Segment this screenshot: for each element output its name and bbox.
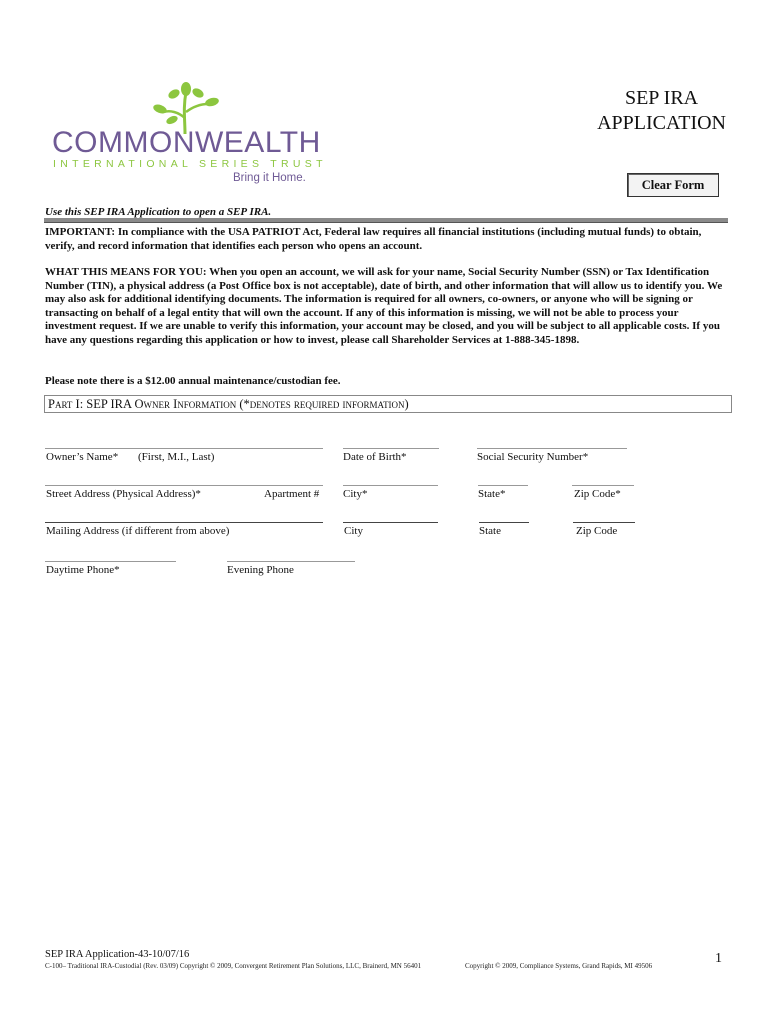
divider bbox=[44, 218, 728, 223]
mailing-city-label: City bbox=[344, 525, 363, 537]
state-field[interactable] bbox=[478, 485, 528, 486]
daytime-phone-field[interactable] bbox=[45, 561, 176, 562]
mailing-address-label: Mailing Address (if different from above) bbox=[46, 525, 230, 537]
ssn-label: Social Security Number* bbox=[477, 451, 589, 463]
fee-note: Please note there is a $12.00 annual maintenance/custodian fee. bbox=[45, 375, 341, 387]
owner-name-hint: (First, M.I., Last) bbox=[138, 451, 215, 463]
ssn-field[interactable] bbox=[477, 448, 627, 449]
logo-tagline: Bring it Home. bbox=[233, 172, 306, 184]
owner-name-label: Owner’s Name* bbox=[46, 451, 119, 463]
intro-text: Use this SEP IRA Application to open a SEP IRA. bbox=[45, 206, 272, 218]
apartment-label: Apartment # bbox=[264, 488, 320, 500]
zip-field[interactable] bbox=[572, 485, 634, 486]
mailing-address-field[interactable] bbox=[45, 522, 323, 523]
mailing-city-field[interactable] bbox=[343, 522, 438, 523]
mailing-state-label: State bbox=[479, 525, 501, 537]
mailing-zip-label: Zip Code bbox=[576, 525, 618, 537]
dob-field[interactable] bbox=[343, 448, 439, 449]
state-label: State* bbox=[478, 488, 506, 500]
logo-wordmark: COMMONWEALTH bbox=[52, 126, 321, 159]
title-line-1: SEP IRA bbox=[624, 87, 699, 109]
dob-label: Date of Birth* bbox=[343, 451, 407, 463]
important-paragraph: IMPORTANT: In compliance with the USA PATRIOT Act, Federal law requires all financial institutions (including mutual funds) to obtain, verify, and record information that identifies each person who opens an account. bbox=[45, 226, 702, 252]
page-title bbox=[597, 86, 726, 136]
owner-name-field[interactable] bbox=[45, 448, 323, 449]
what-this-means-paragraph: WHAT THIS MEANS FOR YOU: When you open an account, we will ask for your name, Social Security Number (SSN) or Tax Identification Number (TIN), a physical address (a Post Office box is not acceptable), date of birth, and other information that will allow us to identify you. We may also ask for additional identifying documents. The information is required for all owners, co-owners, or anyone who will be signing or transacting on behalf of a legal entity that will own the account. If any of this information is missing, we will not be able to process your investment request. If we are unable to verify this information, your account may be closed, and you will be subject to all applicable costs. If you have any questions regarding this application or how to invest, please call Shareholder Services at 1-888-345-1898. bbox=[45, 266, 723, 346]
daytime-phone-label: Daytime Phone* bbox=[46, 564, 120, 576]
street-address-field[interactable] bbox=[45, 485, 323, 486]
page-number: 1 bbox=[715, 951, 722, 966]
mailing-state-field[interactable] bbox=[479, 522, 529, 523]
part-1-title: Part I: SEP IRA Owner Information (*denotes required information) bbox=[48, 397, 409, 411]
evening-phone-label: Evening Phone bbox=[227, 564, 294, 576]
street-address-label: Street Address (Physical Address)* bbox=[46, 488, 201, 500]
logo-subtitle: INTERNATIONAL SERIES TRUST bbox=[53, 158, 327, 170]
zip-label: Zip Code* bbox=[574, 488, 621, 500]
title-line-2: APPLICATION bbox=[597, 112, 726, 134]
copyright-left: C-100– Traditional IRA-Custodial (Rev. 03/09) Copyright © 2009, Convergent Retirement Plan Solutions, LLC, Brainerd, MN 56401 bbox=[45, 962, 422, 970]
city-field[interactable] bbox=[343, 485, 438, 486]
clear-form-button[interactable]: Clear Form bbox=[627, 173, 719, 197]
city-label: City* bbox=[343, 488, 368, 500]
mailing-zip-field[interactable] bbox=[573, 522, 635, 523]
evening-phone-field[interactable] bbox=[227, 561, 355, 562]
copyright-right: Copyright © 2009, Compliance Systems, Grand Rapids, MI 49506 bbox=[465, 962, 653, 970]
form-id: SEP IRA Application-43-10/07/16 bbox=[45, 949, 190, 960]
